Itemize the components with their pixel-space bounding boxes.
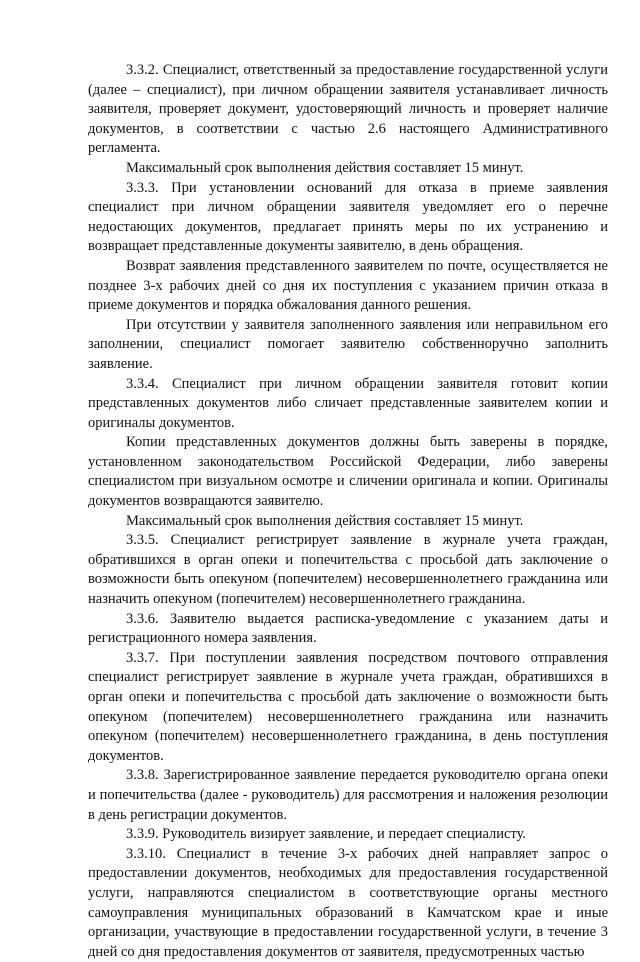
paragraph-mail-return: Возврат заявления представленного заявителем по почте, осуществляется не позднее 3-х рабочих дней со дня их поступления с указанием причин отказа в приеме документов и порядка обжалования данного решения. xyxy=(88,257,608,314)
paragraph-3-3-5: 3.3.5. Специалист регистрирует заявление в журнале учета граждан, обратившихся в орган опеки и попечительства с просьбой дать заключение о возможности быть опекуном (попечителем) несовершеннолетнего гражданина или назначить опекуном (попечителем) несовершеннолетнего гражданина. xyxy=(88,532,608,608)
paragraph-max-time-1: Максимальный срок выполнения действия составляет 15 минут. xyxy=(126,159,524,176)
paragraph-3-3-7: 3.3.7. При поступлении заявления посредством почтового отправления специалист регистрирует заявление в журнале учета граждан, обратившихся в орган опеки и попечительства с просьбой дать заключение о возможности быть опекуном (попечителем) несовершеннолетнего гражданина или назначить опекуном (попечителем) несовершеннолетнего гражданина, в день поступления документов. xyxy=(88,649,608,764)
paragraph-copies-certified: Копии представленных документов должны быть заверены в порядке, установленном законодательством Российской Федерации, либо заверены специалистом при визуальном осмотре и сличении оригинала и копии. Оригиналы документов возвращаются заявителю. xyxy=(88,434,608,510)
paragraph-3-3-2: 3.3.2. Специалист, ответственный за предоставление государственной услуги (далее – специалист), при личном обращении заявителя устанавливает личность заявителя, проверяет документ, удостоверяющий личность и проверяет наличие документов, в соответствии с частью 2.6 настоящего Административного регламента. xyxy=(88,62,608,157)
paragraph-3-3-3: 3.3.3. При установлении оснований для отказа в приеме заявления специалист при личном обращении заявителя уведомляет его о перечне недостающих документов, предлагает принять меры по их устранению и возвращает представленные документы заявителю, в день обращения. xyxy=(88,179,608,255)
paragraph-3-3-4: 3.3.4. Специалист при личном обращении заявителя готовит копии представленных документов либо сличает представленные заявителем копии и оригиналы документов. xyxy=(88,375,608,431)
paragraph-3-3-10: 3.3.10. Специалист в течение 3-х рабочих дней направляет запрос о предоставлении документов, необходимых для предоставления государственной услуги, направляются специалистом в соответствующие органы местного самоуправления муниципальных образований в Камчатском крае и иные организации, участвующие в предоставлении государственной услуги, в течение 3 дней со дня предоставления документов от заявителя, предусмотренных частью xyxy=(88,845,608,960)
paragraph-max-time-2: Максимальный срок выполнения действия составляет 15 минут. xyxy=(126,512,524,529)
paragraph-3-3-9: 3.3.9. Руководитель визирует заявление, и передает специалисту. xyxy=(126,826,527,843)
paragraph-missing-application: При отсутствии у заявителя заполненного заявления или неправильном его заполнении, специалист помогает заявителю собственноручно заполнить заявление. xyxy=(88,316,608,372)
document-body xyxy=(88,61,608,962)
paragraph-3-3-8: 3.3.8. Зарегистрированное заявление передается руководителю органа опеки и попечительства (далее - руководитель) для рассмотрения и наложения резолюции в день регистрации документов. xyxy=(88,767,608,823)
paragraph-3-3-6: 3.3.6. Заявителю выдается расписка-уведомление с указанием даты и регистрационного номера заявления. xyxy=(88,610,608,647)
